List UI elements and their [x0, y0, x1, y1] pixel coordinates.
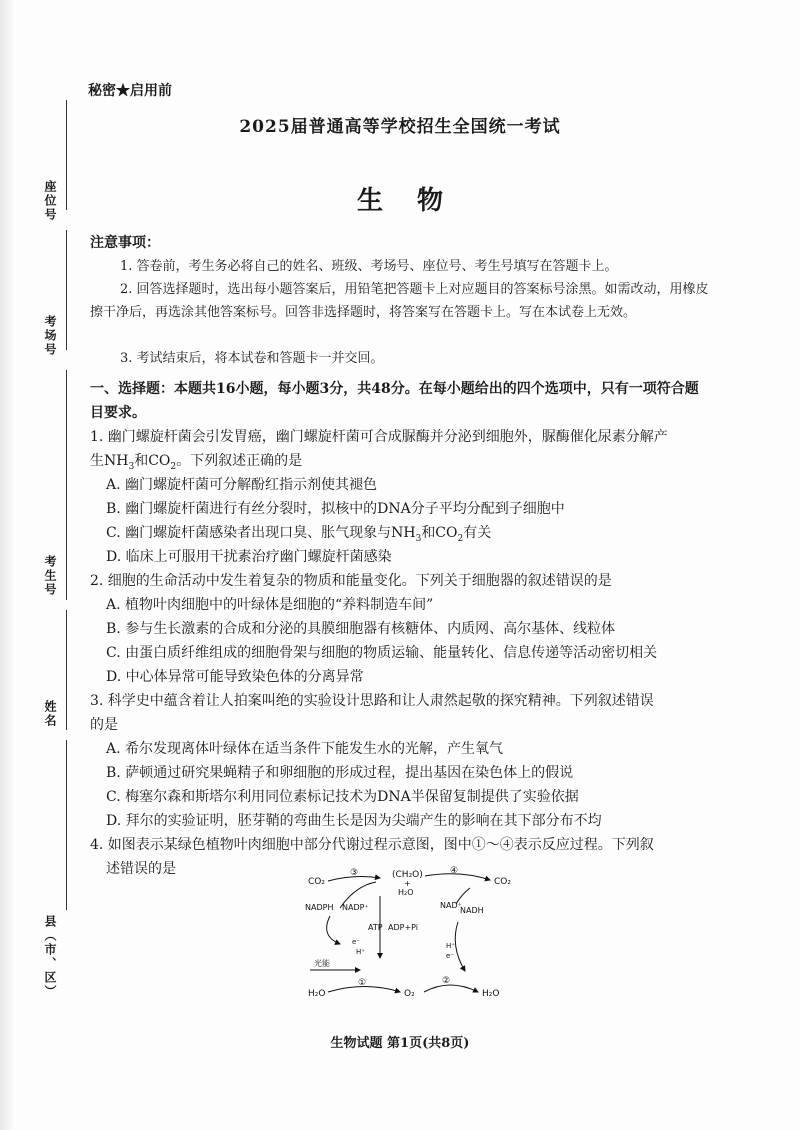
q3-stem	[90, 689, 715, 737]
q1-option-d: D. 临床上可服用干扰素治疗幽门螺旋杆菌感染	[106, 549, 392, 565]
margin-room-label: 考场号	[43, 315, 57, 357]
d-co2-right: CO₂	[494, 877, 511, 887]
margin-id-label: 考生号	[43, 555, 57, 597]
q1-stem-line2c: 。下列叙述正确的是	[176, 453, 303, 469]
d-ch2o: (CH₂O)	[392, 870, 423, 880]
section-heading: 一、选择题：本题共16小题，每小题3分，共48分。在每小题给出的四个选项中，只有一项符合题目要求。	[90, 381, 699, 421]
q4-stem-line1: 4. 如图表示某绿色植物叶肉细胞中部分代谢过程示意图，图中①～④表示反应过程。下列叙	[90, 837, 654, 853]
q3-stem-line1: 3. 科学史中蕴含着让人拍案叫绝的实验设计思路和让人肃然起敬的探究精神。下列叙述错误	[90, 693, 654, 709]
q3-option-b: B. 萨顿通过研究果蝇精子和卵细胞的形成过程，提出基因在染色体上的假说	[106, 765, 574, 781]
q2-stem: 2. 细胞的生命活动中发生着复杂的物质和能量变化。下列关于细胞器的叙述错误的是	[90, 573, 612, 589]
scan-shadow	[0, 0, 14, 1130]
d-h2o-left: H₂O	[308, 989, 326, 999]
d-e-right: e⁻	[446, 952, 455, 960]
q2-option-a: A. 植物叶肉细胞中的叶绿体是细胞的“养料制造车间”	[106, 597, 434, 613]
d-nad: NAD⁺	[440, 901, 462, 910]
d-atp: ATP	[368, 923, 383, 932]
d-nadph: NADPH	[305, 903, 334, 912]
page-footer: 生物试题 第1页(共8页)	[330, 1036, 470, 1051]
d-nadp: NADP⁺	[342, 903, 369, 912]
q3-option-a: A. 希尔发现离体叶绿体在适当条件下能发生水的光解，产生氧气	[106, 741, 504, 757]
d-h2o-mid: H₂O	[398, 888, 414, 897]
d-h2o-right: H₂O	[482, 989, 500, 999]
margin-name-label: 姓名	[43, 700, 57, 728]
d-h-right: H⁺	[446, 942, 455, 950]
q3-option-c: C. 梅塞尔森和斯塔尔利用同位素标记技术为DNA半保留复制提供了实验依据	[106, 789, 579, 805]
metabolism-diagram	[300, 866, 530, 1016]
d-light: 光能	[314, 959, 330, 968]
q2-option-d: D. 中心体异常可能导致染色体的分离异常	[106, 669, 364, 685]
q2-option-c: C. 由蛋白质纤维组成的细胞骨架与细胞的物质运输、能量转化、信息传递等活动密切相关	[106, 645, 658, 661]
d-co2-left: CO₂	[308, 877, 325, 887]
d-arrow-nadp-loop	[327, 916, 340, 944]
margin-line-id	[66, 370, 67, 600]
subject-title: 生物	[356, 186, 477, 216]
d-e-left: e⁻	[352, 938, 361, 946]
q1-stem-line2a: 生NH	[90, 453, 129, 469]
notice-title: 注意事项：	[90, 235, 160, 251]
q1-option-a: A. 幽门螺旋杆菌可分解酚红指示剂使其褪色	[106, 477, 378, 493]
q1-option-c-b: 和CO	[421, 525, 458, 541]
q3-option-d: D. 拜尔的实验证明，胚芽鞘的弯曲生长是因为尖端产生的影响在其下部分布不均	[106, 813, 602, 829]
notice-item-2: 2. 回答选择题时，选出每小题答案后，用铅笔把答题卡上对应题目的答案标号涂黑。如需改动，用橡皮擦干净后，再选涂其他答案标号。回答非选择题时，将答案写在答题卡上。写在本试卷上无效。	[90, 282, 709, 320]
q1-option-c-c: 有关	[463, 525, 492, 541]
q4-stem-line2: 述错误的是	[106, 861, 176, 877]
d-step1: ①	[358, 978, 367, 988]
q1-stem: 1. 幽门螺旋杆菌会引发胃癌，幽门螺旋杆菌可合成脲酶并分泌到细胞外，脲酶催化尿素分解产 生$NH_3$和$CO_2$。下列叙述正确的是	[90, 429, 668, 472]
d-h-left: H⁺	[356, 948, 365, 956]
margin-county-label: 县（市、区）	[43, 915, 57, 999]
q1-option-b: B. 幽门螺旋杆菌进行有丝分裂时，拟核中的DNA分子平均分配到子细胞中	[106, 501, 565, 517]
d-nadh: NADH	[460, 906, 484, 915]
margin-line-county	[66, 740, 67, 910]
q1-stem-line2b: 和CO	[134, 453, 171, 469]
q1-option-c-a: C. 幽门螺旋杆菌感染者出现口臭、胀气现象与NH	[106, 525, 416, 541]
d-arrow-o2-h2o	[424, 985, 478, 992]
notice-item-1: 1. 答卷前，考生务必将自己的姓名、班级、考场号、座位号、考生号填写在答题卡上。	[120, 259, 618, 274]
q1-stem-line1: 1. 幽门螺旋杆菌会引发胃癌，幽门螺旋杆菌可合成脲酶并分泌到细胞外，脲酶催化尿素分解产	[90, 429, 668, 445]
margin-seat-label: 座位号	[43, 180, 57, 222]
d-step2: ②	[442, 976, 451, 986]
d-plus: +	[404, 879, 411, 888]
q3-stem-line2: 的是	[90, 717, 118, 733]
q2-option-b: B. 参与生长激素的合成和分泌的具膜细胞器有核糖体、内质网、高尔基体、线粒体	[106, 621, 616, 637]
margin-line-name	[66, 610, 67, 730]
margin-line-room	[66, 230, 67, 350]
d-adp: ADP+Pi	[388, 923, 419, 932]
d-o2: O₂	[404, 989, 415, 999]
q1-option-c: C. 幽门螺旋杆菌感染者出现口臭、胀气现象与$NH_3$和$CO_2$有关	[106, 525, 492, 544]
d-step4: ④	[450, 866, 459, 876]
exam-title: 2025届普通高等学校招生全国统一考试	[239, 117, 561, 137]
d-step3: ③	[350, 868, 359, 878]
d-arrow-nad	[456, 888, 470, 904]
d-arrow-nadh-down	[455, 922, 465, 971]
secret-mark: 秘密★启用前	[88, 83, 172, 99]
notice-item-3: 3. 考试结束后，将本试卷和答题卡一并交回。	[120, 351, 384, 366]
